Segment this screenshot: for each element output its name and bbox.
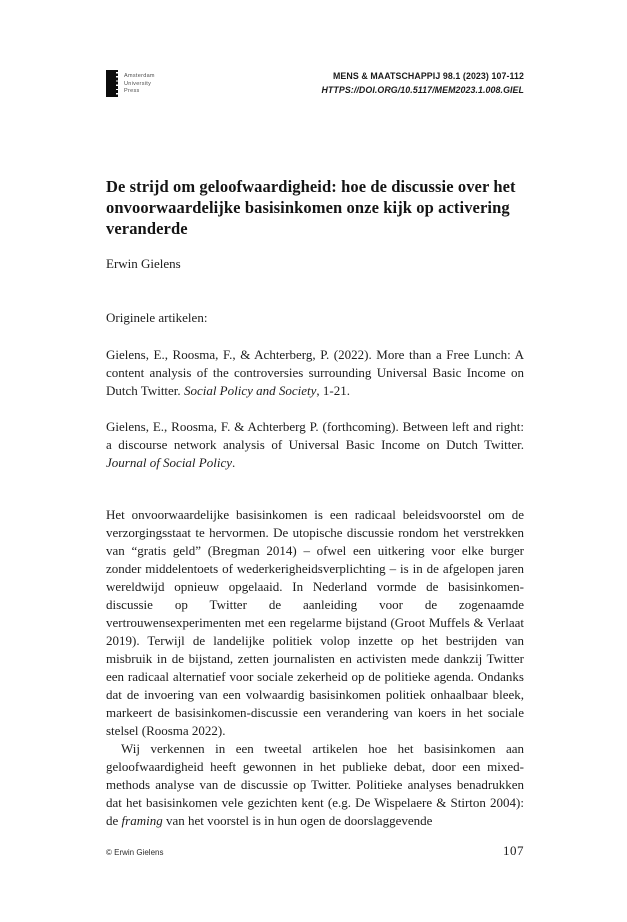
page-number: 107 — [503, 843, 524, 858]
publisher-name-line: University — [124, 80, 152, 87]
body-paragraph: Het onvoorwaardelijke basisinkomen is een radicaal beleidsvoorstel om de verzorgingsstaat te hervormen. De utopische discussie rondom het verstrekken van “gratis geld” (Bregman 2014) – ofwel een uitkering voor elke burger zonder middelentoets of wederkerigheidsverplichting – is in de afgelopen jaren wereldwijd opnieuw opgelaaid. In Nederland vormde de basisinkomen-discussie op Twitter de aanleiding voor de zogenaamde vertrouwensexperimenten met een regelarme bijstand (Groot Muffels & Verlaat 2019). Terwijl de landelijke politiek volop inzette op het bestrijden van misbruik in de bijstand, zetten journalisten en activisten mede dankzij Twitter een radicaal alternatief voor sociale zekerheid op de politieke agenda. Ondanks dat de invoering van een volwaardig basisinkomen politiek onhaalbaar bleek, markeert de basisinkomen-discussie een verandering van koers in het sociale stelsel (Roosma 2022). — [106, 507, 524, 738]
publisher-name — [124, 70, 155, 97]
journal-info — [321, 70, 524, 97]
publisher-logo — [106, 70, 155, 97]
section-label: Originele artikelen: — [106, 310, 208, 325]
publisher-name-line: Amsterdam — [124, 73, 155, 79]
journal-citation: MENS & MAATSCHAPPIJ 98.1 (2023) 107-112 — [333, 71, 524, 81]
copyright-text: © Erwin Gielens — [106, 848, 164, 857]
page-footer — [106, 843, 524, 859]
reference-item: Gielens, E., Roosma, F. & Achterberg P. (forthcoming). Between left and right: a discourse network analysis of Universal Basic Income on Dutch Twitter. Journal of Social Policy. — [106, 419, 524, 470]
article-title: De strijd om geloofwaardigheid: hoe de discussie over het onvoorwaardelijke basisinkomen onze kijk op activering veranderde — [106, 177, 516, 238]
author-name: Erwin Gielens — [106, 256, 181, 271]
doi-text: HTTPS://DOI.ORG/10.5117/MEM2023.1.008.GIEL — [321, 84, 524, 95]
reference-item: Gielens, E., Roosma, F., & Achterberg, P. (2022). More than a Free Lunch: A content analysis of the controversies surrounding Universal Basic Income on Dutch Twitter. Social Policy and Society, 1-21. — [106, 347, 524, 398]
body-paragraph: Wij verkennen in een tweetal artikelen hoe het basisinkomen aan geloofwaardigheid heeft gewonnen in het publieke debat, door een mixed-methods analyse van de discussie op Twitter. Politieke analyses benadrukken dat het basisinkomen vele gezichten kent (e.g. De Wispelaere & Stirton 2004): de framing van het voorstel is in hun ogen de doorslaggevende — [106, 741, 524, 828]
aup-logo-mark-icon — [106, 70, 118, 97]
page-header — [106, 70, 524, 97]
publisher-name-line: Press — [124, 88, 140, 94]
